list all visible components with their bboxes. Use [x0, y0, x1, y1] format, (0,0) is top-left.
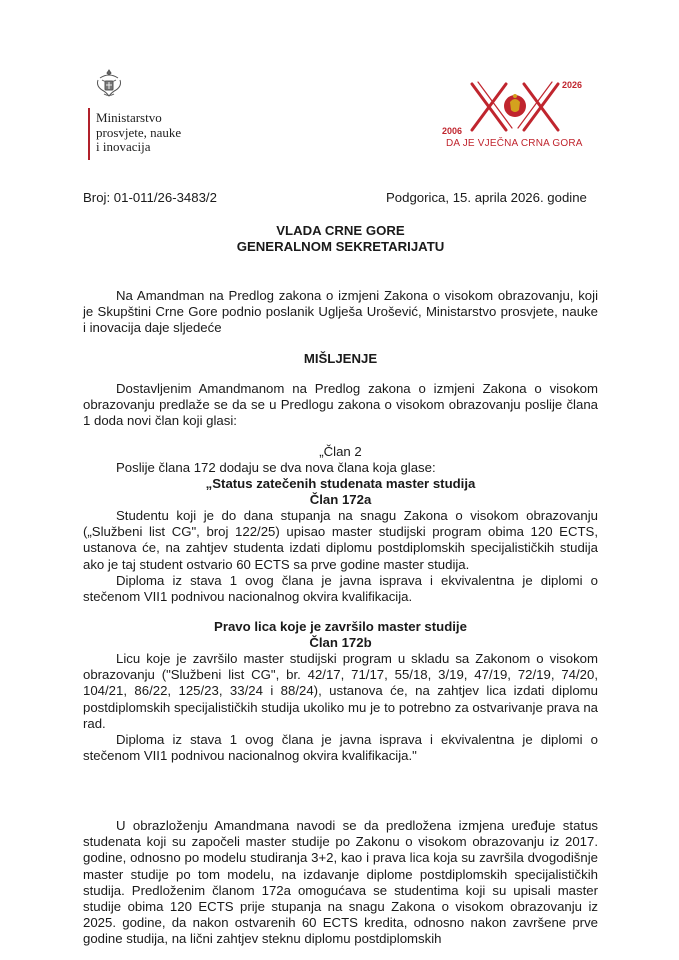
anniversary-logo	[440, 78, 600, 158]
article-172b-paragraph-2: Diploma iz stava 1 ovog člana je javna isprava i ekvivalentna je diplomi o stečenom VII1 podnivou nacionalnog okvira kvalifikacija."	[83, 732, 598, 764]
article-172b-title: Pravo lica koje je završilo master studije	[214, 619, 467, 634]
addressee-line-2: GENERALNOM SEKRETARIJATU	[236, 239, 445, 255]
article-2-text: Poslije člana 172 dodaju se dva nova člana koja glase:	[116, 460, 436, 475]
anniversary-year-left: 2006	[442, 126, 463, 136]
addressee	[83, 223, 598, 255]
article-172a-title: „Status zatečenih studenata master studija	[205, 476, 476, 491]
intro-paragraph: Na Amandman na Predlog zakona o izmjeni Zakona o visokom obrazovanju, koji je Skupštini Crne Gore podnio poslanik Uglješa Urošević, Ministarstvo prosvjete, nauke i inovacija daje sljedeće	[83, 288, 598, 336]
place-date: Podgorica, 15. aprila 2026. godine	[386, 190, 587, 205]
explanation-paragraph: U obrazloženju Amandmana navodi se da predložena izmjena uređuje status studenata koji su započeli master studije po Zakonu o visokom obrazovanju iz 2017. godine, odnosno po modelu studiranja 3+2, kao i prava lica koja su završila dvogodišnje master studije po tom modelu, na izdavanje diplome postdiplomskih specijalističkih studija. Predloženim članom 172a omogućava se studentima koji su upisali master studije obima 120 ECTS prije stupanja na snagu Zakona o visokom obrazovanju iz 2025. godine, da nakon ostvarenih 60 ECTS kredita, odnosno nakon završene prve godine studija, na lični zahtjev steknu diplomu postdiplomskih	[83, 818, 598, 947]
article-2-label: „Član 2	[319, 444, 362, 459]
ministry-logo	[78, 68, 198, 160]
anniversary-year-right: 2026	[562, 80, 583, 90]
anniversary-xx-emblem-icon	[466, 78, 576, 136]
article-172b-label: Član 172b	[309, 635, 372, 650]
header-divider-line	[88, 108, 90, 160]
addressee-line-1: VLADA CRNE GORE	[276, 223, 405, 238]
reference-number: Broj: 01-011/26-3483/2	[83, 190, 217, 205]
ministry-name-line-1: Ministarstvo	[96, 110, 162, 125]
article-172a-paragraph-1: Studentu koji je do dana stupanja na snagu Zakona o visokom obrazovanju („Službeni list CG", broj 122/25) upisao master studijski program obima 120 ECTS, ustanova će, na zahtjev studenta izdati diplomu postdiplomskih specijalističkih studija ako je taj student ostvario 60 ECTS sa prve godine master studija.	[83, 508, 598, 572]
ministry-name	[96, 111, 206, 155]
coat-of-arms-icon	[94, 68, 124, 100]
paragraph-1: Dostavljenim Amandmanom na Predlog zakona o izmjeni Zakona o visokom obrazovanju predlaže se da se u Predlogu zakona o visokom obrazovanju poslije člana 1 doda novi član koji glasi:	[83, 381, 598, 429]
ministry-name-line-2: prosvjete, nauke	[96, 124, 182, 140]
article-172b-paragraph-1: Licu koje je završilo master studijski program u skladu sa Zakonom o visokom obrazovanju ("Službeni list CG", br. 42/17, 71/17, 55/18, 3/19, 47/19, 72/19, 74/20, 104/21, 86/22, 125/23, 33/24 i 88/24), ustanova će, na zahtjev lica izdati diplomu postdiplomskih specijalističkih studija ukoliko mu je to potrebno za ostvarivanje prava na rad.	[83, 651, 598, 731]
article-172a-paragraph-2: Diploma iz stava 1 ovog člana je javna isprava i ekvivalentna je diplomi o stečenom VII1 podnivou nacionalnog okvira kvalifikacija.	[83, 573, 598, 605]
anniversary-caption: DA JE VJEČNA CRNA GORA	[446, 138, 583, 149]
ministry-name-line-3: i inovacija	[96, 139, 151, 154]
document-heading: MIŠLJENJE	[303, 351, 378, 366]
article-172a-label: Član 172a	[309, 492, 372, 507]
